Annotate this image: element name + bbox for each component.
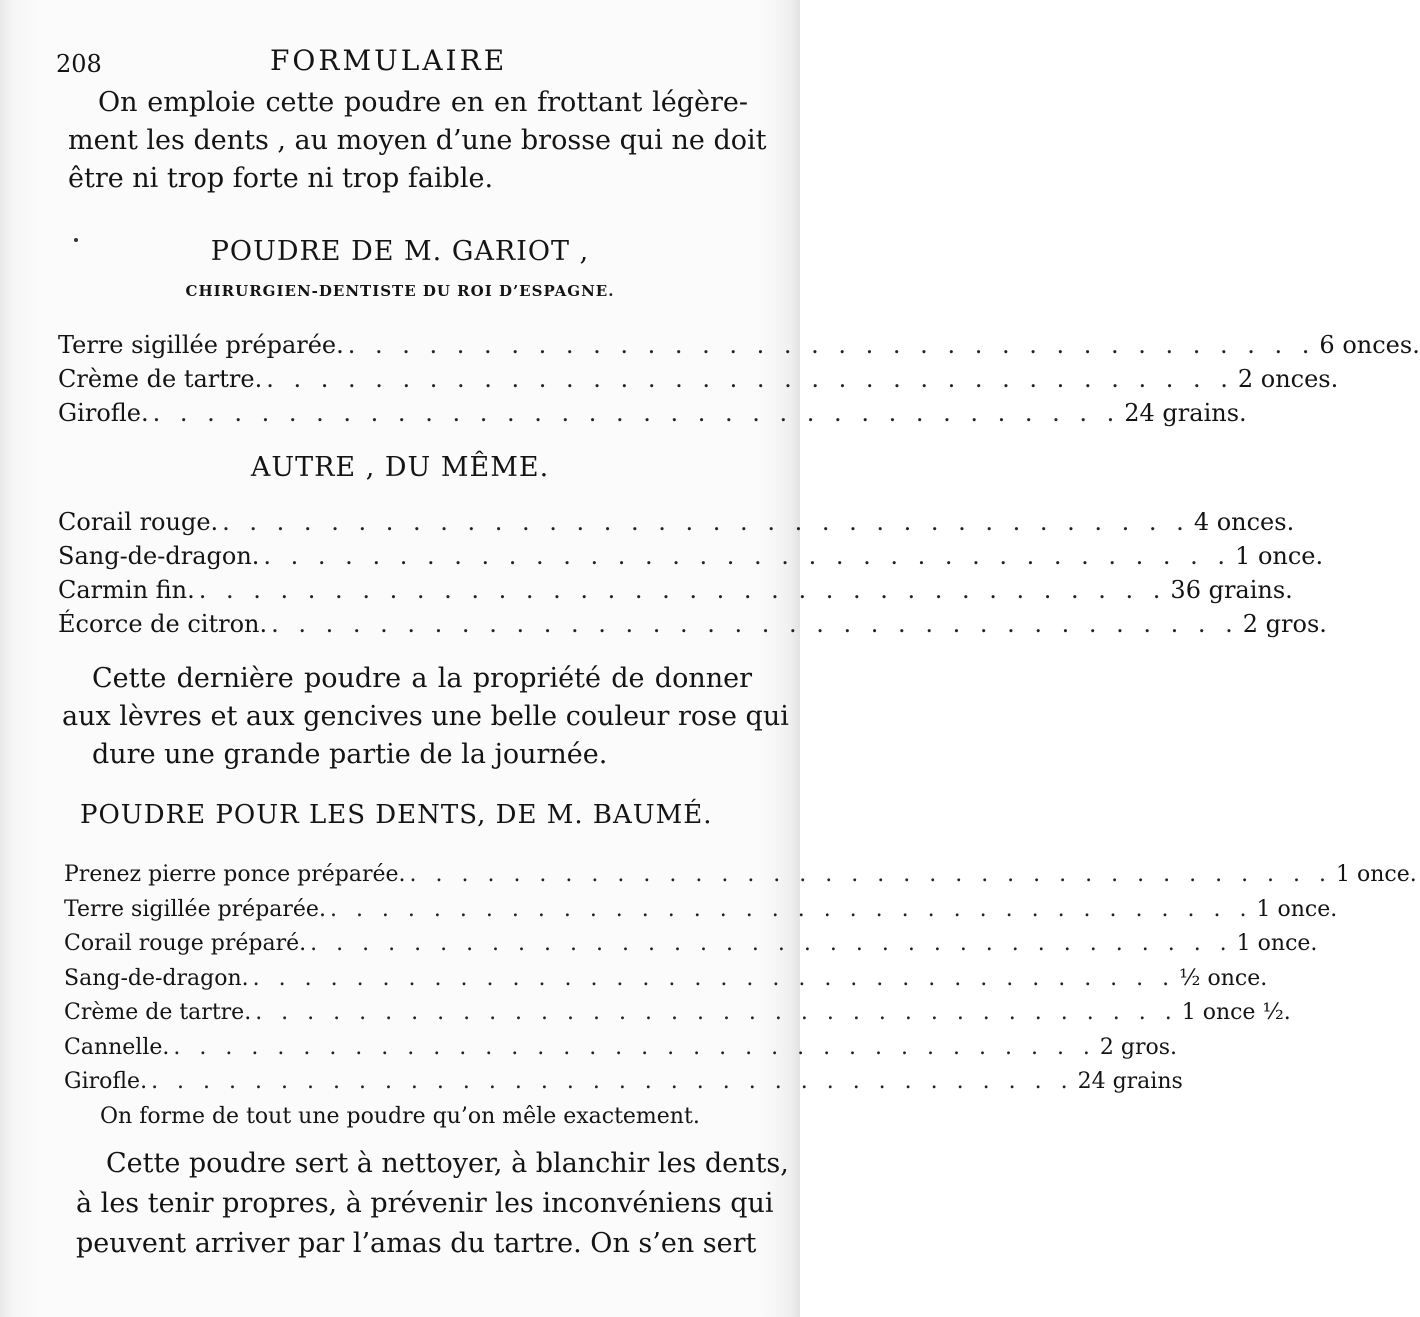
ingredient-quantity: 2 gros. <box>1099 1034 1178 1060</box>
recipe-item <box>58 539 1324 573</box>
ingredient-quantity: 6 onces. <box>1319 331 1420 359</box>
recipe-item <box>58 505 1295 539</box>
recipe-item <box>64 858 1417 893</box>
leader-dots: . . . . . . . . . . . . . . . . . . . . . . . . . . . . . . . . . . . . <box>266 365 1234 393</box>
recipe-list-baume <box>64 858 1417 1100</box>
page-number: 208 <box>56 50 102 78</box>
leader-dots: . . . . . . . . . . . . . . . . . . . . . . . . . . . . . . . . . . . . <box>151 1069 1074 1094</box>
recipe-item <box>58 396 1247 430</box>
leader-dots: . . . . . . . . . . . . . . . . . . . . . . . . . . . . . . . . . . . . <box>271 610 1239 638</box>
ingredient-name: Carmin fin. <box>58 576 195 604</box>
closing-line: Cette poudre sert à nettoyer, à blanchir les dents, <box>106 1148 789 1179</box>
recipe-item <box>64 962 1268 997</box>
ingredient-name: Terre sigillée préparée. <box>64 896 326 922</box>
ingredient-name: Crème de tartre. <box>58 365 263 393</box>
recipe-item <box>58 362 1339 396</box>
intro-paragraph <box>68 84 767 198</box>
leader-dots: . . . . . . . . . . . . . . . . . . . . . . . . . . . . . . . . . . . . <box>347 331 1316 359</box>
ingredient-quantity: 1 once. <box>1256 896 1338 922</box>
recipe-item <box>64 996 1291 1031</box>
leader-dots: . . . . . . . . . . . . . . . . . . . . . . . . . . . . . . . . . . . . <box>222 508 1190 536</box>
section1-title: POUDRE DE M. GARIOT , <box>210 236 590 267</box>
leader-dots: . . . . . . . . . . . . . . . . . . . . . . . . . . . . . . . . . . . . <box>310 931 1233 956</box>
ingredient-name: Corail rouge préparé. <box>64 931 307 956</box>
section1-subtitle: CHIRURGIEN-DENTISTE DU ROI D’ESPAGNE. <box>185 282 615 300</box>
intro-line: être ni trop forte ni trop faible. <box>68 163 494 194</box>
section3-instruction: On forme de tout une poudre qu’on mêle exactement. <box>100 1104 700 1129</box>
recipe-item <box>58 573 1293 607</box>
ingredient-quantity: 1 once ½. <box>1181 1000 1291 1025</box>
ingredient-name: Corail rouge. <box>58 508 219 536</box>
section3-title: POUDRE POUR LES DENTS, DE M. BAUMÉ. <box>80 800 713 830</box>
ingredient-quantity: 2 onces. <box>1237 365 1339 393</box>
ingredient-name: Girofle. <box>64 1069 148 1094</box>
recipe-item <box>64 927 1318 962</box>
recipe-item <box>64 893 1338 928</box>
leader-dots: . . . . . . . . . . . . . . . . . . . . . . . . . . . . . . . . . . . . <box>329 896 1253 922</box>
recipe-item <box>64 1065 1183 1100</box>
ingredient-quantity: 1 once. <box>1235 542 1324 570</box>
ingredient-name: Cannelle. <box>64 1034 170 1060</box>
recipe-list-autre <box>58 505 1327 641</box>
ingredient-quantity: ½ once. <box>1179 965 1268 991</box>
leader-dots: . . . . . . . . . . . . . . . . . . . . . . . . . . . . . . . . . . . . <box>152 399 1121 427</box>
note-line: dure une grande partie de la journée. <box>92 739 608 770</box>
section2-note <box>62 660 789 774</box>
leader-dots: . . . . . . . . . . . . . . . . . . . . . . . . . . . . . . . . . . . . <box>263 542 1232 570</box>
closing-line: à les tenir propres, à prévenir les inconvéniens qui <box>76 1188 774 1219</box>
closing-line: peuvent arriver par l’amas du tartre. On s’en sert <box>76 1228 757 1259</box>
ingredient-quantity: 4 onces. <box>1193 508 1295 536</box>
recipe-item <box>58 607 1327 641</box>
intro-line: ment les dents , au moyen d’une brosse qui ne doit <box>68 125 767 156</box>
leader-dots: . . . . . . . . . . . . . . . . . . . . . . . . . . . . . . . . . . . . <box>252 965 1176 991</box>
section2-title: AUTRE , DU MÊME. <box>250 452 550 483</box>
recipe-list-gariot <box>58 328 1420 430</box>
recipe-item <box>64 1031 1178 1066</box>
ingredient-name: Girofle. <box>58 399 149 427</box>
ingredient-quantity: 36 grains. <box>1170 576 1293 604</box>
section3-closing-paragraph <box>76 1144 789 1264</box>
ingredient-name: Crème de tartre. <box>64 1000 252 1025</box>
leader-dots: . . . . . . . . . . . . . . . . . . . . . . . . . . . . . . . . . . . . <box>198 576 1167 604</box>
ingredient-quantity: 24 grains <box>1077 1069 1183 1094</box>
leader-dots: . . . . . . . . . . . . . . . . . . . . . . . . . . . . . . . . . . . . <box>409 862 1333 887</box>
recipe-item <box>58 328 1420 362</box>
ingredient-quantity: 24 grains. <box>1124 399 1247 427</box>
ingredient-name: Sang-de-dragon. <box>64 965 249 991</box>
leader-dots: . . . . . . . . . . . . . . . . . . . . . . . . . . . . . . . . . . . . <box>255 1000 1178 1025</box>
note-line: Cette dernière poudre a la propriété de donner <box>92 663 752 694</box>
ingredient-quantity: 1 once. <box>1236 931 1318 956</box>
ingredient-name: Écorce de citron. <box>58 610 268 638</box>
leader-dots: . . . . . . . . . . . . . . . . . . . . . . . . . . . . . . . . . . . . <box>173 1034 1096 1060</box>
note-line: aux lèvres et aux gencives une belle couleur rose qui <box>62 701 789 732</box>
ingredient-name: Prenez pierre ponce préparée. <box>64 862 406 887</box>
intro-line: On emploie cette poudre en en frottant légère- <box>98 87 748 118</box>
ingredient-name: Terre sigillée préparée. <box>58 331 344 359</box>
ingredient-quantity: 1 once. <box>1336 862 1417 887</box>
ingredient-quantity: 2 gros. <box>1242 610 1327 638</box>
running-head: FORMULAIRE <box>270 44 508 77</box>
ingredient-name: Sang-de-dragon. <box>58 542 260 570</box>
